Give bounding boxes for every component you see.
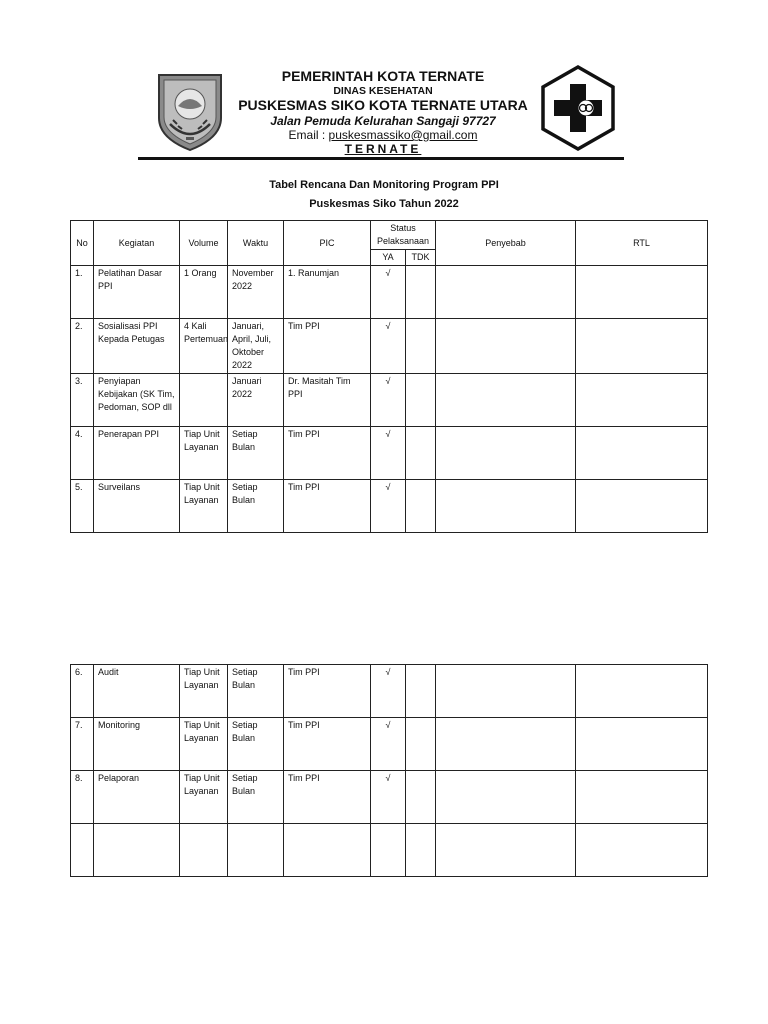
letterhead-rule (138, 157, 624, 160)
cell-kegiatan: Audit (94, 665, 180, 718)
cell-rtl (576, 480, 708, 533)
document-title: Tabel Rencana Dan Monitoring Program PPI (269, 179, 499, 191)
cell-ya: √ (371, 266, 406, 319)
cell-waktu: Setiap Bulan (228, 771, 284, 824)
institution-name: PUSKESMAS SIKO KOTA TERNATE UTARA (238, 97, 528, 113)
cell-ya: √ (371, 427, 406, 480)
email-link[interactable]: puskesmassiko@gmail.com (328, 128, 478, 142)
cell-kegiatan: Sosialisasi PPI Kepada Petugas (94, 319, 180, 374)
header-ya: YA (371, 250, 406, 266)
table-row (71, 824, 708, 877)
cell-waktu: November 2022 (228, 266, 284, 319)
cell-penyebab (436, 771, 576, 824)
header-volume: Volume (180, 221, 228, 266)
cell-pic (284, 824, 371, 877)
cell-ya: √ (371, 319, 406, 374)
cell-penyebab (436, 480, 576, 533)
cell-no (71, 824, 94, 877)
cell-penyebab (436, 319, 576, 374)
cell-ya: √ (371, 665, 406, 718)
cell-rtl (576, 824, 708, 877)
cell-rtl (576, 665, 708, 718)
cell-kegiatan: Surveilans (94, 480, 180, 533)
cell-pic: Tim PPI (284, 480, 371, 533)
cell-kegiatan: Pelatihan Dasar PPI (94, 266, 180, 319)
cell-penyebab (436, 718, 576, 771)
cell-pic: Tim PPI (284, 665, 371, 718)
cell-pic: Tim PPI (284, 427, 371, 480)
department-name: DINAS KESEHATAN (333, 85, 433, 97)
cell-penyebab (436, 824, 576, 877)
cell-rtl (576, 771, 708, 824)
header-status: Status Pelaksanaan (371, 221, 436, 250)
document-subtitle: Puskesmas Siko Tahun 2022 (309, 198, 459, 210)
cell-pic: Tim PPI (284, 718, 371, 771)
header-penyebab: Penyebab (436, 221, 576, 266)
header-pic: PIC (284, 221, 371, 266)
cell-pic: 1. Ranumjan (284, 266, 371, 319)
cell-waktu: Setiap Bulan (228, 718, 284, 771)
cell-no: 5. (71, 480, 94, 533)
cell-tdk (406, 718, 436, 771)
letterhead (230, 68, 536, 156)
table-row (71, 480, 708, 533)
ppi-plan-table (70, 220, 708, 533)
cell-volume: Tiap Unit Layanan (180, 771, 228, 824)
header-rtl: RTL (576, 221, 708, 266)
cell-tdk (406, 480, 436, 533)
cell-waktu: Januari 2022 (228, 374, 284, 427)
cell-no: 8. (71, 771, 94, 824)
cell-rtl (576, 718, 708, 771)
table-row (71, 266, 708, 319)
cell-ya: √ (371, 771, 406, 824)
cell-no: 3. (71, 374, 94, 427)
cell-volume: Tiap Unit Layanan (180, 665, 228, 718)
cell-tdk (406, 665, 436, 718)
cell-volume (180, 824, 228, 877)
cell-rtl (576, 374, 708, 427)
cell-waktu (228, 824, 284, 877)
government-name: PEMERINTAH KOTA TERNATE (281, 68, 485, 84)
cell-pic: Dr. Masitah Tim PPI (284, 374, 371, 427)
cell-tdk (406, 771, 436, 824)
cell-tdk (406, 824, 436, 877)
cell-kegiatan: Pelaporan (94, 771, 180, 824)
cell-volume: Tiap Unit Layanan (180, 718, 228, 771)
city-emblem-logo (156, 72, 224, 152)
cell-ya: √ (371, 480, 406, 533)
ppi-plan-table-continued (70, 664, 708, 877)
cell-penyebab (436, 266, 576, 319)
cell-penyebab (436, 374, 576, 427)
cell-rtl (576, 266, 708, 319)
table-row (71, 374, 708, 427)
cell-ya: √ (371, 374, 406, 427)
cell-volume (180, 374, 228, 427)
table-row (71, 319, 708, 374)
cell-no: 2. (71, 319, 94, 374)
cell-no: 7. (71, 718, 94, 771)
cell-kegiatan: Penyiapan Kebijakan (SK Tim, Pedoman, SOP dll (94, 374, 180, 427)
cell-pic: Tim PPI (284, 771, 371, 824)
cell-volume: 1 Orang (180, 266, 228, 319)
cell-kegiatan: Monitoring (94, 718, 180, 771)
cell-no: 1. (71, 266, 94, 319)
cell-pic: Tim PPI (284, 319, 371, 374)
city-name: TERNATE (344, 142, 422, 156)
cell-penyebab (436, 665, 576, 718)
cell-rtl (576, 319, 708, 374)
cell-tdk (406, 374, 436, 427)
header-no: No (71, 221, 94, 266)
table-row (71, 665, 708, 718)
cell-penyebab (436, 427, 576, 480)
puskesmas-logo (540, 64, 616, 152)
header-kegiatan: Kegiatan (94, 221, 180, 266)
email-label: Email : (288, 128, 329, 142)
cell-no: 4. (71, 427, 94, 480)
cell-kegiatan: Penerapan PPI (94, 427, 180, 480)
cell-rtl (576, 427, 708, 480)
header-tdk: TDK (406, 250, 436, 266)
header-waktu: Waktu (228, 221, 284, 266)
email-line (230, 128, 536, 142)
cell-no: 6. (71, 665, 94, 718)
cell-waktu: Setiap Bulan (228, 427, 284, 480)
cell-tdk (406, 266, 436, 319)
table-row (71, 718, 708, 771)
cell-volume: Tiap Unit Layanan (180, 427, 228, 480)
table-row (71, 771, 708, 824)
cell-ya (371, 824, 406, 877)
address-line: Jalan Pemuda Kelurahan Sangaji 97727 (270, 114, 496, 128)
cell-waktu: Setiap Bulan (228, 480, 284, 533)
table-row (71, 427, 708, 480)
cell-volume: Tiap Unit Layanan (180, 480, 228, 533)
cell-ya: √ (371, 718, 406, 771)
cell-kegiatan (94, 824, 180, 877)
cell-tdk (406, 319, 436, 374)
cell-volume: 4 Kali Pertemuan (180, 319, 228, 374)
cell-tdk (406, 427, 436, 480)
cell-waktu: Setiap Bulan (228, 665, 284, 718)
cell-waktu: Januari, April, Juli, Oktober 2022 (228, 319, 284, 374)
